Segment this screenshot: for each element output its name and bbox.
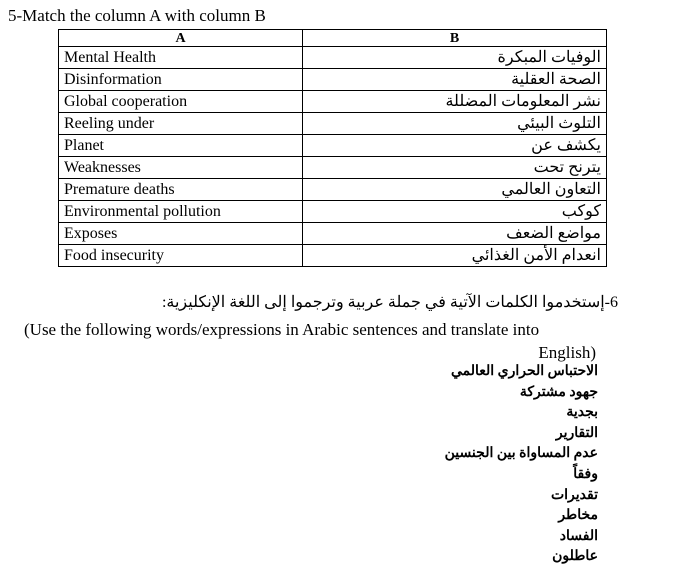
column-b-cell: التعاون العالمي [303, 179, 607, 201]
table-row [59, 113, 607, 135]
column-b-cell: يترنح تحت [303, 157, 607, 179]
list-item: عاطلون [552, 549, 598, 565]
list-item: مخاطر [558, 508, 598, 524]
column-a-cell: Planet [59, 135, 303, 157]
list-item: الاحتباس الحراري العالمي [450, 364, 598, 379]
matching-table-body [59, 47, 607, 267]
table-row [59, 201, 607, 223]
column-b-cell: يكشف عن [303, 135, 607, 157]
list-item: وفقاً [573, 466, 598, 482]
question-6-english-instruction [24, 318, 596, 364]
list-item: التقارير [555, 425, 598, 441]
question-6-arabic-instruction: 6-إستخدموا الكلمات الآتية في جملة عربية وترجموا إلى اللغة الإنكليزية: [161, 294, 618, 311]
list-item: جهود مشتركة [519, 384, 598, 400]
table-header-row [59, 30, 607, 47]
column-a-cell: Mental Health [59, 47, 303, 69]
table-row [59, 91, 607, 113]
column-a-cell: Reeling under [59, 113, 303, 135]
column-a-cell: Premature deaths [59, 179, 303, 201]
question-5-title: 5-Match the column A with column B [8, 6, 266, 25]
list-item: عدم المساواة بين الجنسين [444, 446, 598, 462]
column-b-cell: التلوث البيئي [303, 113, 607, 135]
table-row [59, 157, 607, 179]
table-row [59, 69, 607, 91]
column-a-cell: Disinformation [59, 69, 303, 91]
list-item: الفساد [559, 528, 598, 544]
column-a-cell: Weaknesses [59, 157, 303, 179]
column-a-header: A [59, 30, 303, 47]
column-b-header: B [303, 30, 607, 47]
column-a-cell: Environmental pollution [59, 201, 303, 223]
column-b-cell: الوفيات المبكرة [303, 47, 607, 69]
list-item: تقديرات [550, 487, 598, 503]
matching-table [58, 29, 607, 267]
table-row [59, 47, 607, 69]
list-item: بجدية [566, 405, 598, 421]
column-a-cell: Global cooperation [59, 91, 303, 113]
column-b-cell: نشر المعلومات المضللة [303, 91, 607, 113]
column-b-cell: الصحة العقلية [303, 69, 607, 91]
column-b-cell: انعدام الأمن الغذائي [303, 245, 607, 267]
column-b-cell: مواضع الضعف [303, 223, 607, 245]
english-instruction-line-2: English) [538, 343, 596, 362]
arabic-word-list [445, 362, 598, 568]
column-a-cell: Food insecurity [59, 245, 303, 267]
table-row [59, 135, 607, 157]
table-row [59, 245, 607, 267]
column-b-cell: كوكب [303, 201, 607, 223]
column-a-cell: Exposes [59, 223, 303, 245]
english-instruction-line-1: (Use the following words/expressions in Arabic sentences and translate into [24, 320, 540, 339]
table-row [59, 223, 607, 245]
table-row [59, 179, 607, 201]
